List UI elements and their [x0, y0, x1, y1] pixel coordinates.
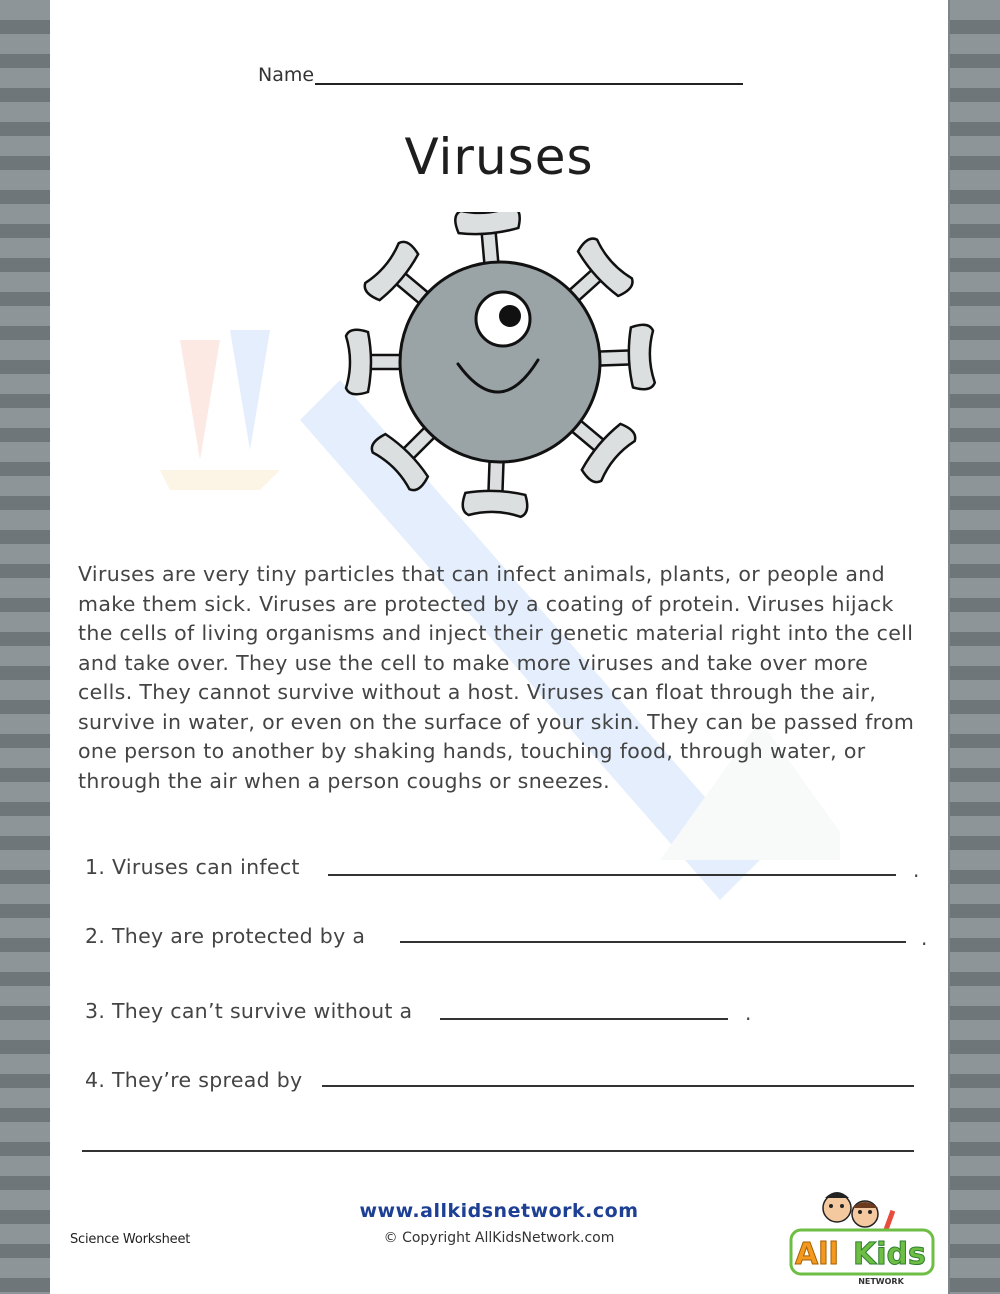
name-label: Name: [258, 64, 315, 86]
answer-line-3[interactable]: [440, 1018, 728, 1020]
footer-url-link[interactable]: www.allkidsnetwork.com: [359, 1200, 639, 1222]
question-4: 4. They’re spread by: [85, 1068, 303, 1092]
answer-line-4-continued[interactable]: [82, 1150, 914, 1152]
right-border-stripes: [950, 0, 1000, 1294]
svg-text:Kids: Kids: [853, 1237, 926, 1272]
question-3-period: .: [745, 1001, 752, 1025]
virus-icon: [340, 212, 660, 532]
allkids-logo: [785, 1180, 945, 1290]
svg-text:All: All: [795, 1237, 839, 1272]
question-1: 1. Viruses can infect: [85, 855, 300, 879]
answer-line-4[interactable]: [322, 1085, 914, 1087]
name-field[interactable]: [315, 83, 743, 85]
worksheet-title: Viruses: [404, 128, 594, 186]
left-border-stripes: [0, 0, 50, 1294]
question-2: 2. They are protected by a: [85, 924, 366, 948]
footer-category: Science Worksheet: [70, 1232, 191, 1247]
footer-copyright: © Copyright AllKidsNetwork.com: [383, 1230, 615, 1246]
question-3: 3. They can’t survive without a: [85, 999, 413, 1023]
answer-line-1[interactable]: [328, 874, 896, 876]
svg-text:NETWORK: NETWORK: [858, 1277, 904, 1286]
reading-passage: Viruses are very tiny particles that can infect animals, plants, or people and make them sick. Viruses are protected by a coating of protein. Viruses hijack the cells of living organisms and inject their genetic material right into the cell and take over. They use the cell to make more viruses and take over more cells. They cannot survive without a host. Viruses can float through the air, survive in water, or even on the surface of your skin. They can be passed from one person to another by shaking hands, touching food, through water, or through the air when a person coughs or sneezes.: [78, 562, 915, 793]
answer-line-2[interactable]: [400, 941, 906, 943]
question-1-period: .: [913, 858, 920, 882]
question-2-period: .: [921, 926, 928, 950]
worksheet-page: [50, 0, 948, 1294]
